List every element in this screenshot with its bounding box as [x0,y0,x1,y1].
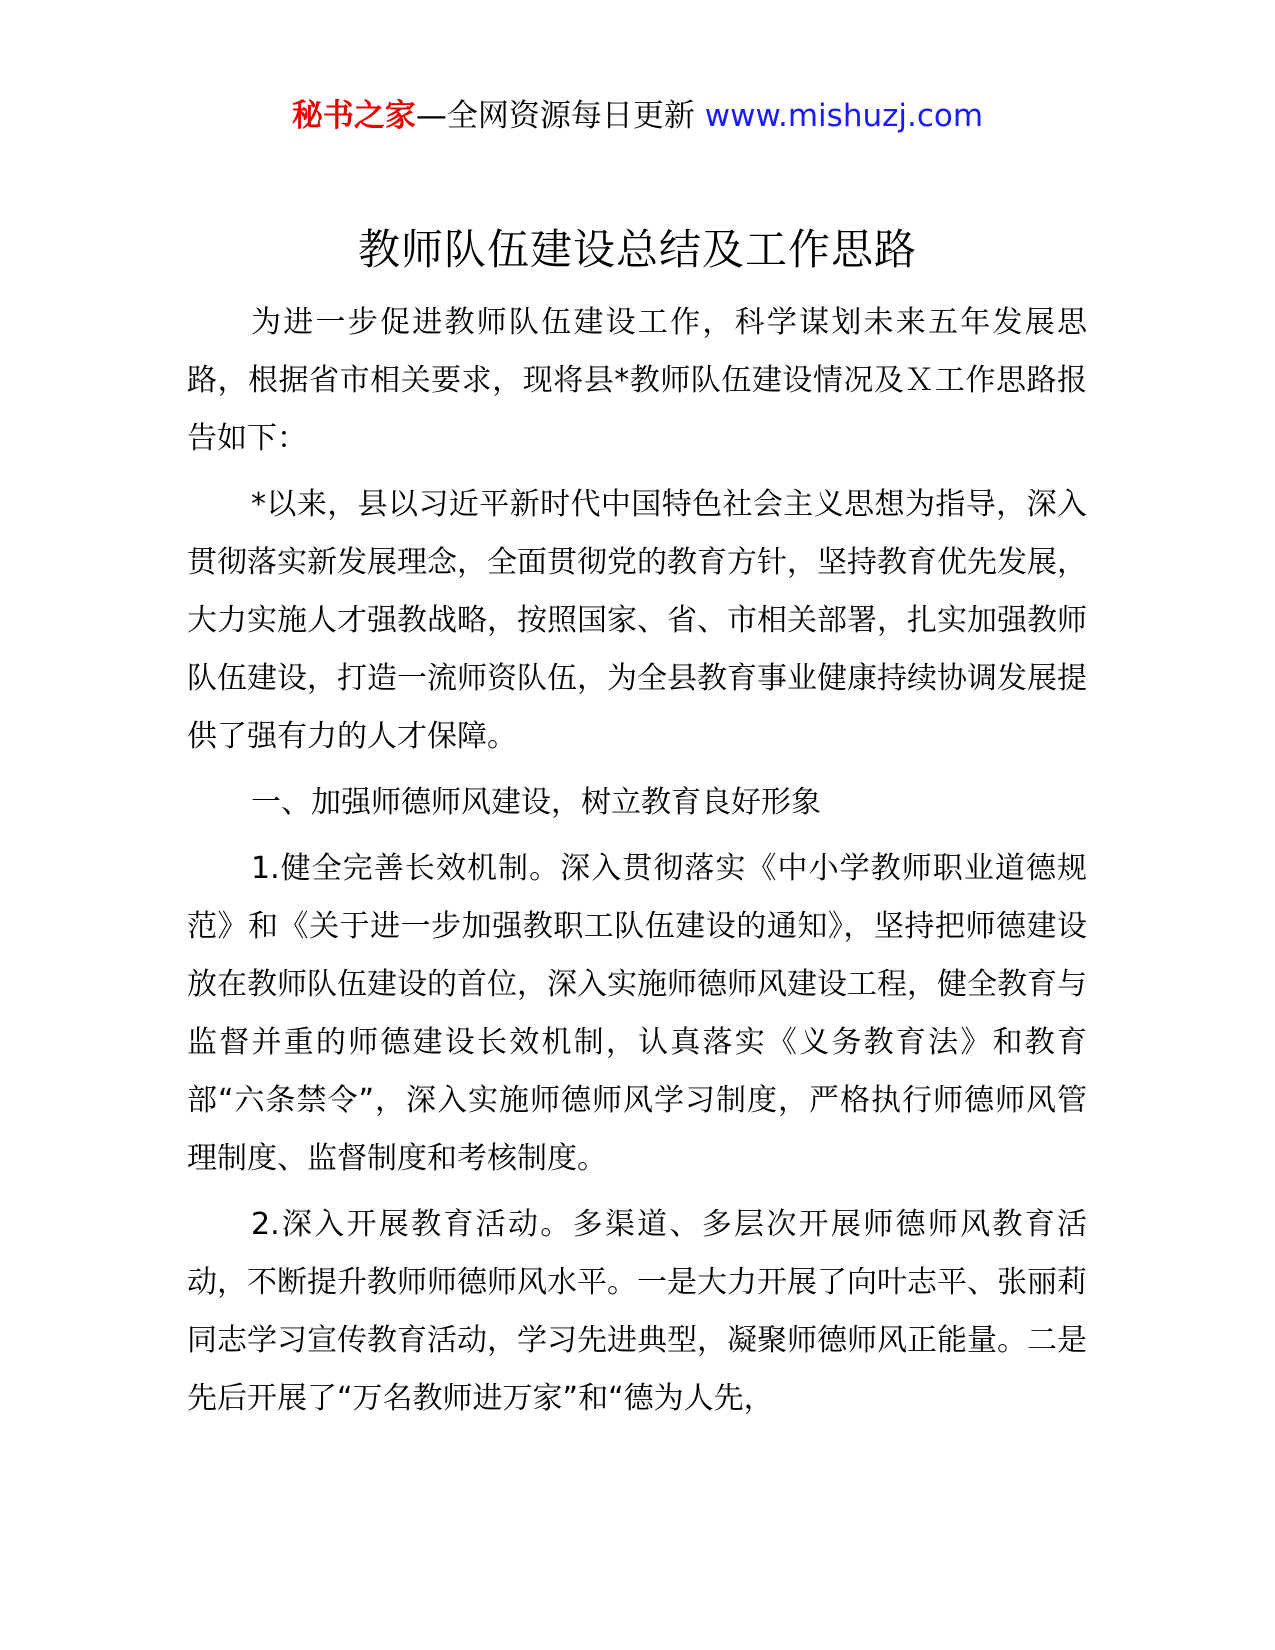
document-body [187,294,1087,1428]
document-title: 教师队伍建设总结及工作思路 [357,225,917,274]
site-slogan: —全网资源每日更新 [415,98,695,134]
paragraph-item-2: 2.深入开展教育活动。多渠道、多层次开展师德师风教育活动，不断提升教师师德师风水平。一是大力开展了向叶志平、张丽莉同志学习宣传教育活动，学习先进典型，凝聚师德师风正能量。二是先后开展了“万名教师进万家”和“德为人先， [187,1207,1087,1416]
paragraph-intro: 为进一步促进教师队伍建设工作，科学谋划未来五年发展思路，根据省市相关要求，现将县*教师队伍建设情况及Ｘ工作思路报告如下： [187,305,1087,456]
site-url-link[interactable]: www.mishuzj.com [704,98,984,134]
site-brand: 秘书之家 [291,98,416,134]
section-heading-1: 一、加强师德师风建设，树立教育良好形象 [251,785,821,820]
site-banner [0,96,1275,136]
paragraph-item-1: 1.健全完善长效机制。深入贯彻落实《中小学教师职业道德规范》和《关于进一步加强教职工队伍建设的通知》，坚持把师德建设放在教师队伍建设的首位，深入实施师德师风建设工程，健全教育与监督并重的师德建设长效机制，认真落实《义务教育法》和教育部“六条禁令”，深入实施师德师风学习制度，严格执行师德师风管理制度、监督制度和考核制度。 [187,851,1087,1176]
paragraph-overview: *以来，县以习近平新时代中国特色社会主义思想为指导，深入贯彻落实新发展理念，全面贯彻党的教育方针，坚持教育优先发展，大力实施人才强教战略，按照国家、省、市相关部署，扎实加强教师队伍建设，打造一流师资队伍，为全县教育事业健康持续协调发展提供了强有力的人才保障。 [187,487,1087,754]
